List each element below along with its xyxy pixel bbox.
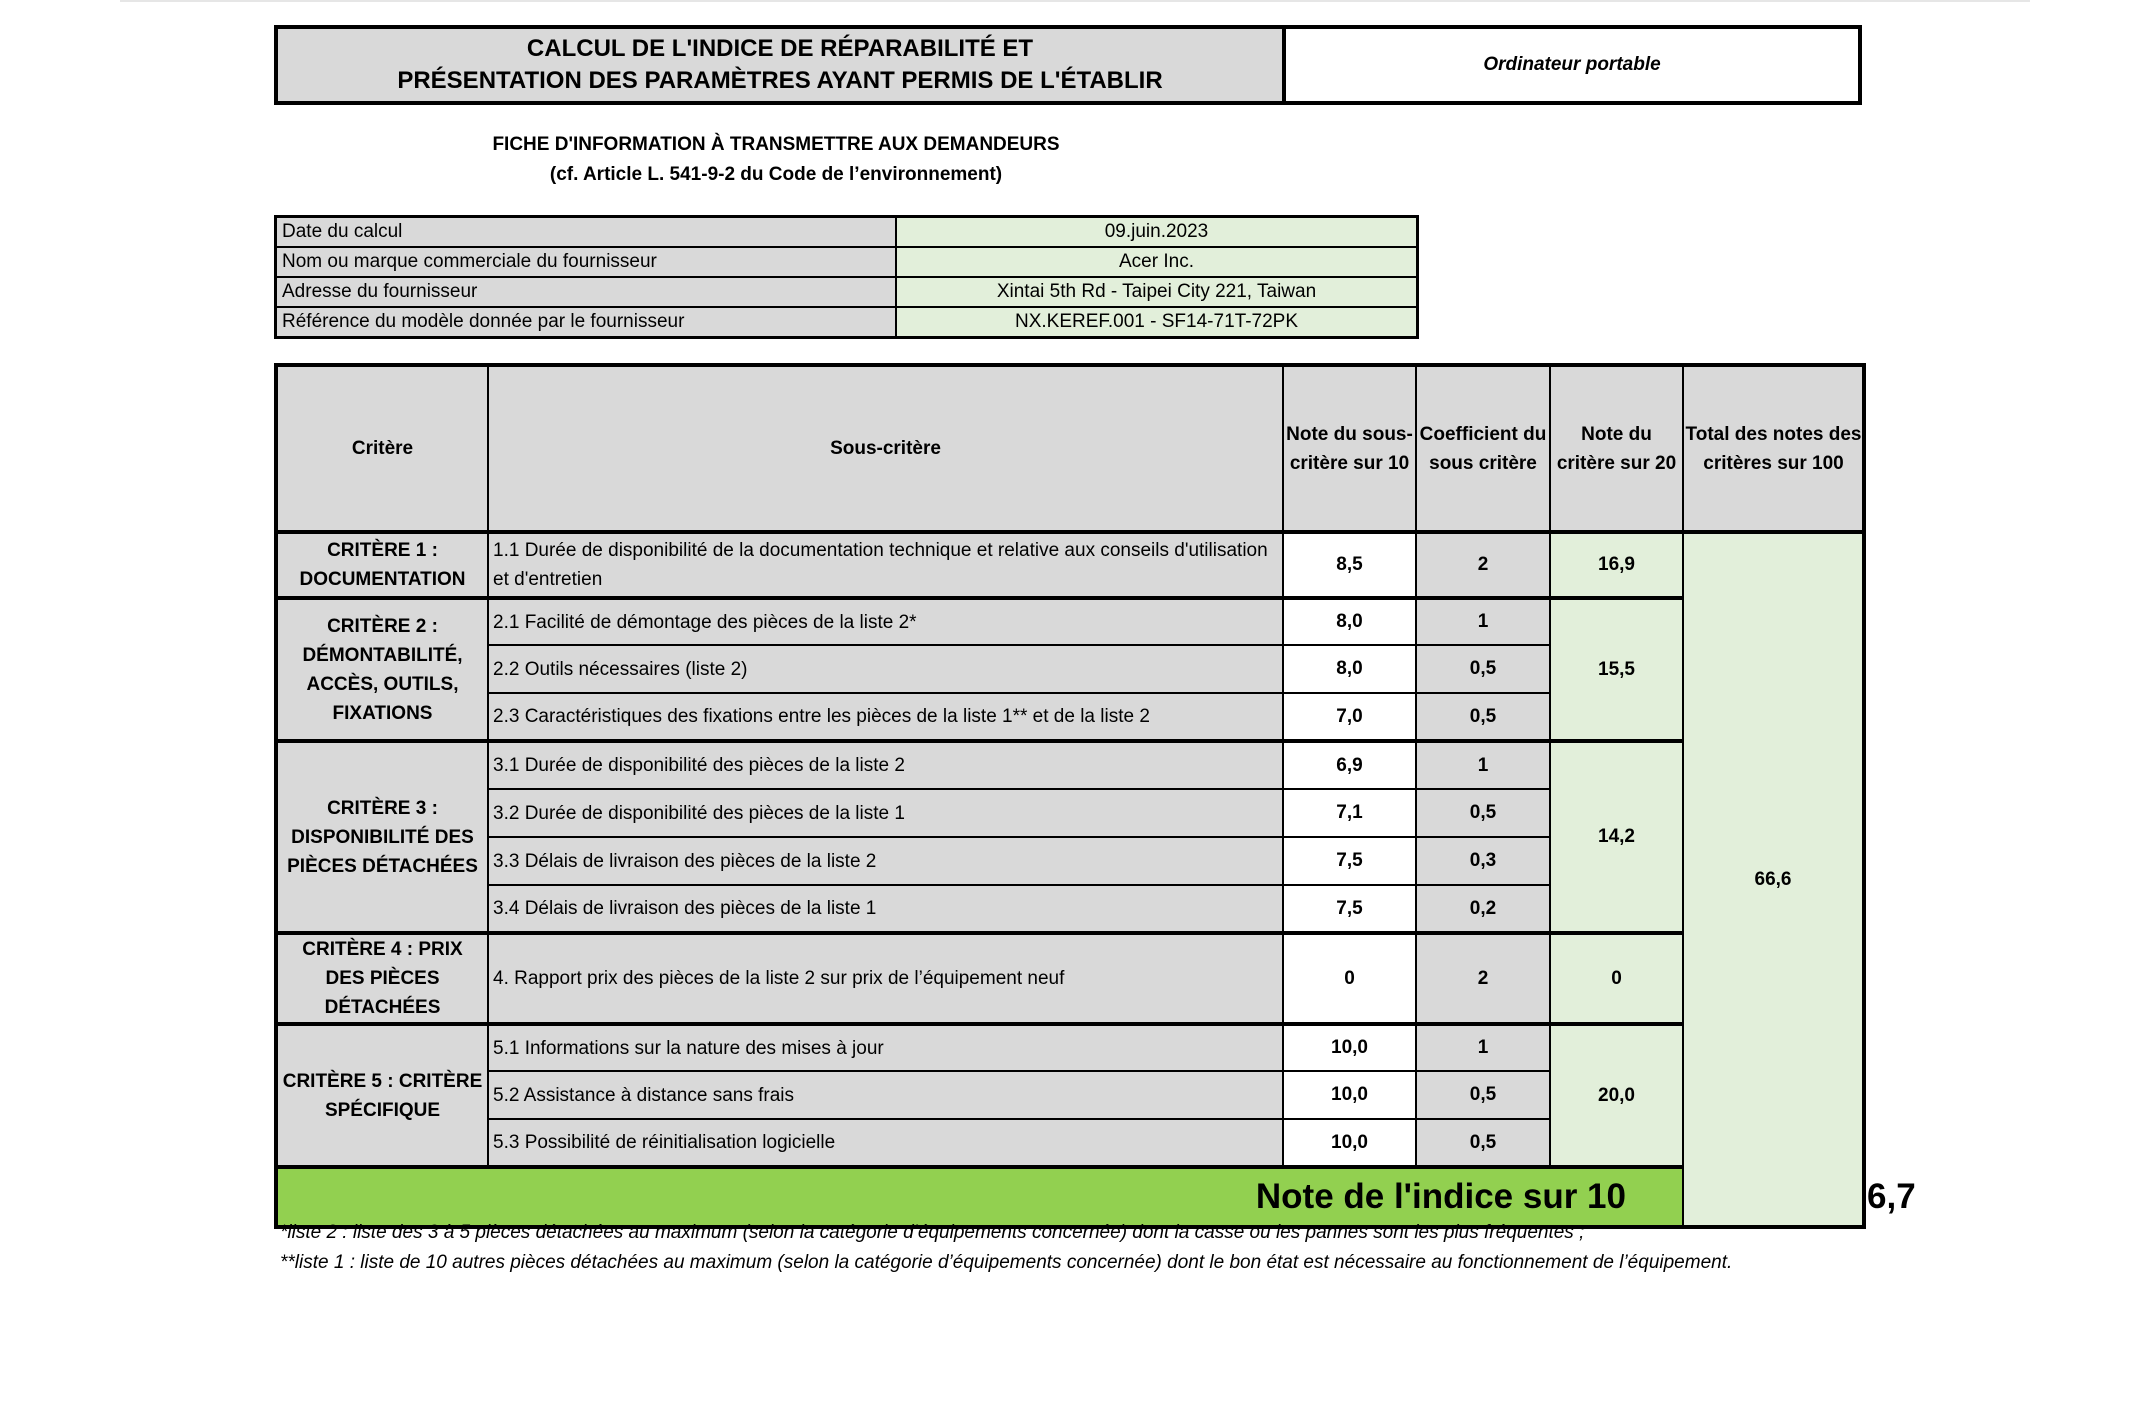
table-row	[276, 532, 1864, 598]
sub-criterion-note: 7,5	[1283, 837, 1416, 885]
sub-criterion-label: 5.1 Informations sur la nature des mises à jour	[488, 1024, 1283, 1071]
sub-criterion-label: 3.2 Durée de disponibilité des pièces de la liste 1	[488, 789, 1283, 837]
sub-criterion-coefficient: 0,3	[1416, 837, 1550, 885]
col-header-note-critere: Note du critère sur 20	[1550, 365, 1683, 532]
sub-criterion-note: 6,9	[1283, 741, 1416, 789]
title-line-1: CALCUL DE L'INDICE DE RÉPARABILITÉ ET	[526, 35, 1034, 62]
repairability-table	[274, 363, 1916, 1229]
criterion-name: CRITÈRE 3 : DISPONIBILITÉ DES PIÈCES DÉTACHÉES	[276, 741, 488, 933]
sub-criterion-coefficient: 0,2	[1416, 885, 1550, 933]
criterion-name: CRITÈRE 4 : PRIX DES PIÈCES DÉTACHÉES	[276, 933, 488, 1024]
criterion-score: 16,9	[1550, 532, 1683, 598]
sub-criterion-coefficient: 2	[1416, 933, 1550, 1024]
col-header-coefficient: Coefficient du sous critère	[1416, 365, 1550, 532]
index-score-label: Note de l'indice sur 10	[276, 1167, 1683, 1227]
sub-criterion-label: 5.3 Possibilité de réinitialisation logicielle	[488, 1119, 1283, 1167]
col-header-note-sous-critere: Note du sous-critère sur 10	[1283, 365, 1416, 532]
sub-criterion-note: 0	[1283, 933, 1416, 1024]
sub-criterion-coefficient: 0,5	[1416, 693, 1550, 741]
sub-criterion-label: 3.4 Délais de livraison des pièces de la liste 1	[488, 885, 1283, 933]
sub-criterion-coefficient: 1	[1416, 598, 1550, 645]
sub-criterion-coefficient: 0,5	[1416, 1119, 1550, 1167]
sub-criterion-label: 5.2 Assistance à distance sans frais	[488, 1071, 1283, 1119]
table-row	[276, 933, 1864, 1024]
sub-criterion-label: 2.2 Outils nécessaires (liste 2)	[488, 645, 1283, 693]
sub-criterion-note: 8,0	[1283, 598, 1416, 645]
sub-criterion-coefficient: 0,5	[1416, 645, 1550, 693]
sub-criterion-note: 8,5	[1283, 532, 1416, 598]
info-value: NX.KEREF.001 - SF14-71T-72PK	[896, 307, 1418, 338]
supplier-info-table	[274, 215, 1419, 339]
top-divider	[120, 0, 2030, 2]
sub-criterion-note: 10,0	[1283, 1024, 1416, 1071]
table-row	[276, 741, 1864, 789]
table-row	[276, 598, 1864, 645]
col-header-sous-critere: Sous-critère	[488, 365, 1283, 532]
footnotes	[280, 1218, 1760, 1278]
total-score: 66,6	[1683, 532, 1864, 1227]
sub-criterion-coefficient: 0,5	[1416, 789, 1550, 837]
info-row	[276, 217, 1418, 248]
info-value: Acer Inc.	[896, 247, 1418, 277]
table-row	[276, 1024, 1864, 1071]
sub-criterion-label: 2.1 Facilité de démontage des pièces de la liste 2*	[488, 598, 1283, 645]
footnote-liste-2: *liste 2 : liste des 3 à 5 pièces détachées au maximum (selon la catégorie d’équipements concernée) dont la casse ou les pannes sont les plus fréquentes ;	[280, 1222, 1585, 1243]
info-value: 09.juin.2023	[896, 217, 1418, 248]
sub-criterion-note: 7,1	[1283, 789, 1416, 837]
criterion-score: 0	[1550, 933, 1683, 1024]
sub-criterion-label: 3.1 Durée de disponibilité des pièces de la liste 2	[488, 741, 1283, 789]
header-row	[276, 365, 1864, 532]
criterion-score: 14,2	[1550, 741, 1683, 933]
criterion-name: CRITÈRE 1 : DOCUMENTATION	[276, 532, 488, 598]
document-header	[274, 25, 1862, 105]
sub-criterion-note: 10,0	[1283, 1119, 1416, 1167]
sub-criterion-label: 4. Rapport prix des pièces de la liste 2 sur prix de l’équipement neuf	[488, 933, 1283, 1024]
info-label: Adresse du fournisseur	[276, 277, 897, 307]
info-label: Date du calcul	[276, 217, 897, 248]
sub-criterion-coefficient: 1	[1416, 741, 1550, 789]
info-row	[276, 247, 1418, 277]
sub-criterion-note: 7,5	[1283, 885, 1416, 933]
sub-criterion-note: 7,0	[1283, 693, 1416, 741]
col-header-total: Total des notes des critères sur 100	[1683, 365, 1864, 532]
criterion-name: CRITÈRE 5 : CRITÈRE SPÉCIFIQUE	[276, 1024, 488, 1167]
fiche-line-1: FICHE D'INFORMATION À TRANSMETTRE AUX DEMANDEURS	[492, 134, 1060, 155]
col-header-critere: Critère	[276, 365, 488, 532]
index-score-row: Note de l'indice sur 10 6,7	[276, 1167, 1864, 1227]
document-title	[278, 29, 1286, 101]
sub-criterion-label: 2.3 Caractéristiques des fixations entre les pièces de la liste 1** et de la liste 2	[488, 693, 1283, 741]
fiche-heading	[274, 130, 1278, 190]
info-label: Nom ou marque commerciale du fournisseur	[276, 247, 897, 277]
info-row	[276, 277, 1418, 307]
sub-criterion-note: 8,0	[1283, 645, 1416, 693]
info-value: Xintai 5th Rd - Taipei City 221, Taiwan	[896, 277, 1418, 307]
criterion-score: 20,0	[1550, 1024, 1683, 1167]
criterion-name: CRITÈRE 2 : DÉMONTABILITÉ, ACCÈS, OUTILS, FIXATIONS	[276, 598, 488, 741]
sub-criterion-coefficient: 1	[1416, 1024, 1550, 1071]
sub-criterion-label: 1.1 Durée de disponibilité de la documentation technique et relative aux conseils d'utilisation et d'entretien	[488, 532, 1283, 598]
sub-criterion-coefficient: 0,5	[1416, 1071, 1550, 1119]
sub-criterion-label: 3.3 Délais de livraison des pièces de la liste 2	[488, 837, 1283, 885]
sub-criterion-note: 10,0	[1283, 1071, 1416, 1119]
info-row	[276, 307, 1418, 338]
criterion-score: 15,5	[1550, 598, 1683, 741]
sub-criterion-coefficient: 2	[1416, 532, 1550, 598]
info-label: Référence du modèle donnée par le fournisseur	[276, 307, 897, 338]
footnote-liste-1: **liste 1 : liste de 10 autres pièces détachées au maximum (selon la catégorie d’équipements concernée) dont le bon état est nécessaire au fonctionnement de l’équipement.	[280, 1252, 1733, 1273]
product-category: Ordinateur portable	[1483, 54, 1661, 75]
title-line-2: PRÉSENTATION DES PARAMÈTRES AYANT PERMIS DE L'ÉTABLIR	[397, 67, 1163, 94]
fiche-line-2: (cf. Article L. 541-9-2 du Code de l’environnement)	[549, 164, 1003, 185]
